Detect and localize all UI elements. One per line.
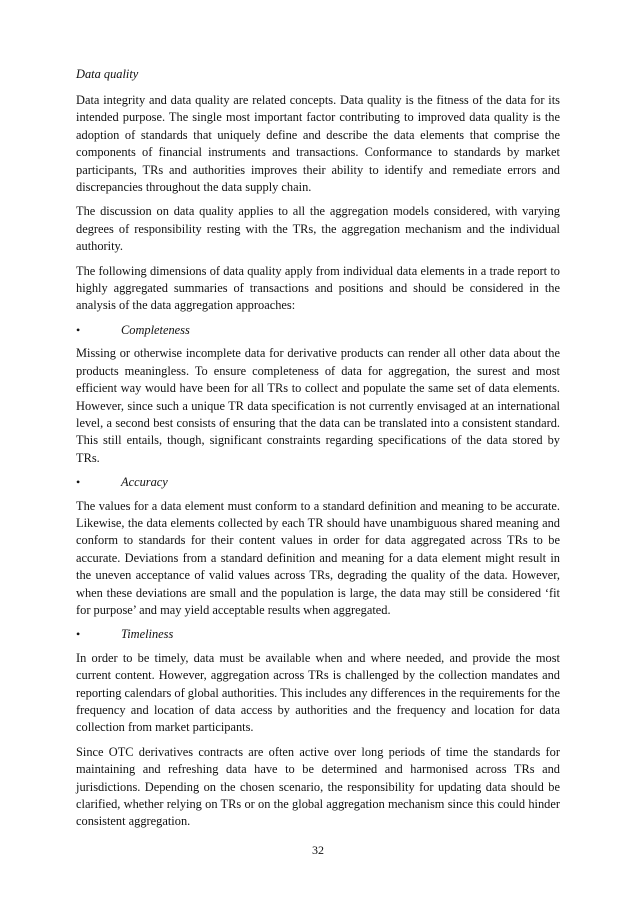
- bullet-marker: •: [76, 322, 81, 337]
- paragraph-intro: Data integrity and data quality are related concepts. Data quality is the fitness of the data for its intended purpose. The single most important factor contributing to improved data quality is the adoption of standards that uniquely define and describe the data elements that comprise the components of financial instruments and transactions. Conformance to standards by market participants, TRs and authorities improves their ability to identify and remediate errors and discrepancies throughout the data supply chain.: [76, 93, 560, 195]
- paragraph-discussion: The discussion on data quality applies to all the aggregation models considered, with varying degrees of responsibility resting with the TRs, the aggregation mechanism and the individual authority.: [76, 204, 560, 254]
- bullet-accuracy: [76, 474, 560, 491]
- paragraph-accuracy: The values for a data element must conform to a standard definition and meaning to be accurate. Likewise, the data elements collected by each TR should have unambiguous shared meaning and conform to standards for their content values in order for data aggregated across TRs to be accurate. Deviations from a standard definition and meaning for a data element might result in the uneven acceptance of valid values across TRs, degrading the quality of the data. However, when these deviations are small and the population is large, the data may still be considered ‘fit for purpose’ and may yield acceptable results when aggregated.: [76, 498, 560, 617]
- bullet-completeness: [76, 322, 560, 339]
- paragraph-completeness: Missing or otherwise incomplete data for derivative products can render all other data about the products meaningless. To ensure completeness of data for aggregation, the surest and most efficient way would have been for all TRs to collect and populate the same set of data elements. However, since such a unique TR data specification is not currently envisaged at an international level, a second best consists of ensuring that the data can be translated into a consistent standard. This still entails, though, significant constraints regarding specifications of the data stored by TRs.: [76, 346, 560, 465]
- page-number: 32: [312, 843, 324, 857]
- bullet-marker: •: [76, 475, 81, 490]
- document-page: [76, 66, 560, 838]
- bullet-label-accuracy: Accuracy: [121, 475, 168, 490]
- paragraph-otc: Since OTC derivatives contracts are often active over long periods of time the standards for maintaining and refreshing data have to be determined and harmonised across TRs and jurisdictions. Depending on the chosen scenario, the responsibility for updating data should be clarified, whether relying on TRs or on the global aggregation mechanism since this could hinder consistent aggregation.: [76, 744, 560, 829]
- bullet-timeliness: [76, 626, 560, 643]
- paragraph-timeliness: In order to be timely, data must be available when and where needed, and provide the most current content. However, aggregation across TRs is challenged by the collection mandates and reporting calendars of global authorities. This includes any differences in the requirements for the frequency and location of data access by authorities and the frequency and location for data collection from market participants.: [76, 650, 560, 735]
- bullet-label-completeness: Completeness: [121, 322, 190, 337]
- section-heading: Data quality: [76, 67, 139, 81]
- bullet-label-timeliness: Timeliness: [121, 627, 174, 642]
- bullet-marker: •: [76, 627, 81, 642]
- paragraph-dimensions: The following dimensions of data quality apply from individual data elements in a trade report to highly aggregated summaries of transactions and positions and should be considered in the analysis of the data aggregation approaches:: [76, 263, 560, 313]
